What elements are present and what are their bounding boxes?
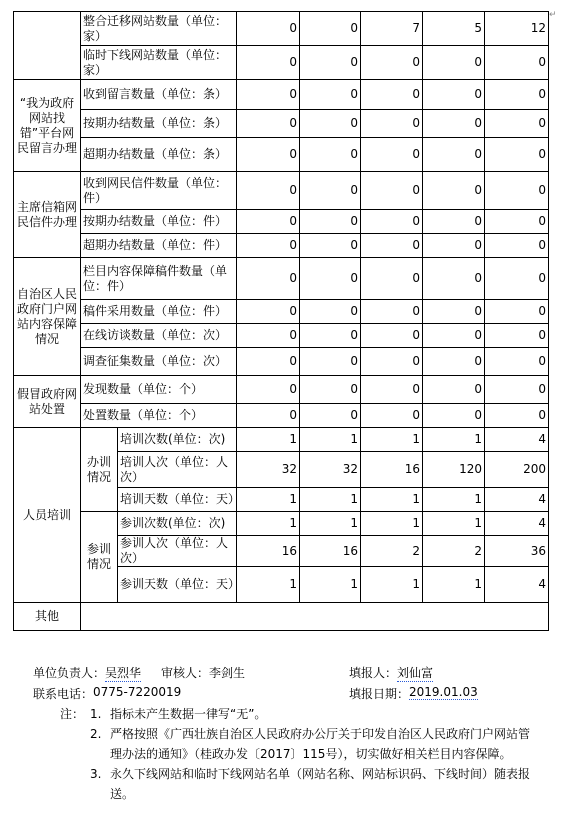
value-cell: 0 [237, 234, 300, 258]
value-cell: 4 [485, 567, 549, 603]
value-cell: 0 [237, 110, 300, 138]
indicator-label: 在线访谈数量（单位：次） [81, 324, 237, 348]
value-cell: 120 [423, 452, 485, 488]
value-cell: 0 [485, 234, 549, 258]
value-cell: 0 [300, 234, 361, 258]
value-cell: 1 [300, 488, 361, 512]
value-cell: 0 [485, 110, 549, 138]
value-cell: 0 [300, 12, 361, 46]
value-cell: 16 [361, 452, 423, 488]
value-cell: 0 [485, 138, 549, 172]
value-cell: 0 [423, 258, 485, 300]
value-cell: 0 [485, 210, 549, 234]
subcategory-cell: 参训情况 [81, 512, 118, 603]
value-cell: 16 [237, 536, 300, 567]
subcategory-cell: 办训情况 [81, 428, 118, 512]
category-cell [14, 12, 81, 80]
indicator-label: 按期办结数量（单位：件） [81, 210, 237, 234]
table-row [14, 138, 549, 172]
note-number: 3. [90, 767, 102, 781]
indicator-label: 调查征集数量（单位：次） [81, 348, 237, 376]
value-cell: 1 [300, 428, 361, 452]
table-row [14, 172, 549, 210]
value-cell: 0 [237, 46, 300, 80]
value-cell: 1 [300, 512, 361, 536]
value-cell: 0 [423, 110, 485, 138]
indicator-label: 栏目内容保障稿件数量（单位：件） [81, 258, 237, 300]
indicator-label: 临时下线网站数量（单位：家） [81, 46, 237, 80]
value-cell: 1 [237, 512, 300, 536]
note-text: 严格按照《广西壮族自治区人民政府办公厅关于印发自治区人民政府门户网站管理办法的通知》（桂政办发〔2017〕115号），切实做好相关栏目内容保障。 [110, 727, 531, 761]
note-number: 1. [90, 707, 102, 721]
value-cell: 0 [237, 324, 300, 348]
value-cell: 1 [237, 567, 300, 603]
date-label: 填报日期： [349, 687, 410, 701]
value-cell: 0 [361, 234, 423, 258]
table-row [14, 324, 549, 348]
value-cell: 4 [485, 428, 549, 452]
value-cell: 0 [361, 348, 423, 376]
value-cell: 0 [423, 404, 485, 428]
value-cell: 0 [361, 324, 423, 348]
table-row [14, 428, 549, 452]
value-cell: 4 [485, 488, 549, 512]
table-row [14, 376, 549, 404]
value-cell: 200 [485, 452, 549, 488]
note-text: 永久下线网站和临时下线网站名单（网站名称、网站标识码、下线时间）随表报送。 [110, 767, 531, 801]
phone-value: 0775-7220019 [93, 685, 182, 699]
note-text: 指标未产生数据一律写“无”。 [110, 707, 267, 721]
value-cell: 32 [237, 452, 300, 488]
value-cell: 0 [361, 258, 423, 300]
value-cell: 0 [361, 138, 423, 172]
value-cell: 0 [423, 46, 485, 80]
value-cell: 0 [237, 138, 300, 172]
value-cell: 1 [361, 488, 423, 512]
table-corner-mark: ↵ [549, 10, 557, 20]
table-row [14, 300, 549, 324]
value-cell: 0 [423, 348, 485, 376]
value-cell: 0 [361, 404, 423, 428]
unit-head-label: 单位负责人： [33, 666, 106, 680]
indicator-label: 参训天数（单位：天） [118, 567, 237, 603]
indicator-label: 参训人次（单位：人次） [118, 536, 237, 567]
category-cell: “我为政府网站找错”平台网民留言办理 [14, 80, 81, 172]
value-cell: 0 [485, 172, 549, 210]
value-cell: 0 [237, 404, 300, 428]
table-row [14, 80, 549, 110]
value-cell: 1 [361, 512, 423, 536]
value-cell: 16 [300, 536, 361, 567]
filler-label: 填报人： [349, 666, 398, 680]
signature-block [33, 664, 543, 706]
value-cell: 1 [237, 488, 300, 512]
table-row [14, 348, 549, 376]
note-1 [60, 704, 530, 724]
value-cell: 0 [485, 46, 549, 80]
indicator-label: 按期办结数量（单位：条） [81, 110, 237, 138]
value-cell: 0 [300, 46, 361, 80]
indicator-label: 超期办结数量（单位：条） [81, 138, 237, 172]
value-cell: 0 [423, 300, 485, 324]
value-cell: 0 [300, 172, 361, 210]
value-cell: 1 [423, 567, 485, 603]
value-cell: 0 [423, 324, 485, 348]
value-cell: 0 [423, 138, 485, 172]
value-cell: 0 [237, 300, 300, 324]
value-cell: 0 [300, 80, 361, 110]
indicator-label: 收到留言数量（单位：条） [81, 80, 237, 110]
indicator-label: 整合迁移网站数量（单位：家） [81, 12, 237, 46]
value-cell: 0 [300, 210, 361, 234]
value-cell: 0 [485, 404, 549, 428]
value-cell: 0 [237, 172, 300, 210]
value-cell: 0 [361, 210, 423, 234]
table-row [14, 210, 549, 234]
value-cell: 36 [485, 536, 549, 567]
value-cell: 0 [300, 110, 361, 138]
value-cell: 5 [423, 12, 485, 46]
other-label: 其他 [14, 603, 81, 631]
indicator-label: 培训人次（单位：人次） [118, 452, 237, 488]
statistics-table-body [14, 12, 549, 631]
table-row [14, 234, 549, 258]
value-cell: 2 [361, 536, 423, 567]
value-cell: 0 [423, 80, 485, 110]
notes-heading: 注： [60, 707, 85, 721]
indicator-label: 超期办结数量（单位：件） [81, 234, 237, 258]
indicator-label: 参训次数(单位：次) [118, 512, 237, 536]
notes-block [60, 704, 530, 804]
unit-head-name: 吴烈华 [105, 666, 142, 680]
value-cell: 0 [300, 258, 361, 300]
value-cell: 2 [423, 536, 485, 567]
value-cell: 7 [361, 12, 423, 46]
value-cell: 1 [300, 567, 361, 603]
value-cell: 1 [361, 428, 423, 452]
value-cell: 12 [485, 12, 549, 46]
category-cell: 主席信箱网民信件办理 [14, 172, 81, 258]
value-cell: 0 [300, 138, 361, 172]
indicator-label: 稿件采用数量（单位：件） [81, 300, 237, 324]
value-cell: 1 [423, 428, 485, 452]
value-cell: 0 [300, 376, 361, 404]
value-cell: 0 [237, 12, 300, 46]
reviewer-name: 李剑生 [209, 666, 246, 680]
value-cell: 32 [300, 452, 361, 488]
value-cell: 0 [485, 80, 549, 110]
value-cell: 1 [361, 567, 423, 603]
value-cell: 0 [237, 348, 300, 376]
date-value: 2019.01.03 [409, 685, 478, 699]
report-table-container [13, 11, 548, 631]
table-row [14, 404, 549, 428]
phone-label: 联系电话： [33, 687, 94, 701]
reviewer-label: 审核人： [161, 666, 210, 680]
indicator-label: 培训天数（单位：天） [118, 488, 237, 512]
value-cell: 0 [485, 300, 549, 324]
value-cell: 0 [423, 376, 485, 404]
value-cell: 0 [361, 80, 423, 110]
indicator-label: 收到网民信件数量（单位：件） [81, 172, 237, 210]
value-cell: 0 [361, 300, 423, 324]
table-row [14, 258, 549, 300]
table-row [14, 12, 549, 46]
value-cell: 0 [423, 234, 485, 258]
indicator-label: 处置数量（单位：个） [81, 404, 237, 428]
value-cell: 0 [300, 300, 361, 324]
value-cell: 0 [237, 258, 300, 300]
value-cell: 1 [423, 488, 485, 512]
value-cell: 0 [361, 110, 423, 138]
value-cell: 0 [423, 210, 485, 234]
value-cell: 1 [423, 512, 485, 536]
value-cell: 4 [485, 512, 549, 536]
value-cell: 0 [485, 348, 549, 376]
signature-line-2 [33, 685, 543, 706]
value-cell: 0 [237, 210, 300, 234]
value-cell: 0 [485, 376, 549, 404]
category-cell: 人员培训 [14, 428, 81, 603]
table-row [14, 512, 549, 536]
value-cell: 0 [237, 80, 300, 110]
category-cell: 自治区人民政府门户网站内容保障情况 [14, 258, 81, 376]
indicator-label: 发现数量（单位：个） [81, 376, 237, 404]
value-cell: 0 [485, 324, 549, 348]
table-row-other [14, 603, 549, 631]
indicator-label: 培训次数(单位：次) [118, 428, 237, 452]
value-cell: 0 [361, 376, 423, 404]
value-cell: 0 [237, 376, 300, 404]
category-cell: 假冒政府网站处置 [14, 376, 81, 428]
table-row [14, 110, 549, 138]
signature-line-1 [33, 664, 543, 685]
note-3 [60, 764, 530, 804]
statistics-table [13, 11, 549, 631]
value-cell: 0 [300, 348, 361, 376]
value-cell: 1 [237, 428, 300, 452]
other-content-cell[interactable] [81, 603, 549, 631]
filler-name: 刘仙富 [397, 666, 434, 680]
value-cell: 0 [361, 172, 423, 210]
value-cell: 0 [423, 172, 485, 210]
note-2 [60, 724, 530, 764]
value-cell: 0 [300, 404, 361, 428]
note-number: 2. [90, 727, 102, 741]
value-cell: 0 [361, 46, 423, 80]
value-cell: 0 [485, 258, 549, 300]
table-row [14, 46, 549, 80]
value-cell: 0 [300, 324, 361, 348]
